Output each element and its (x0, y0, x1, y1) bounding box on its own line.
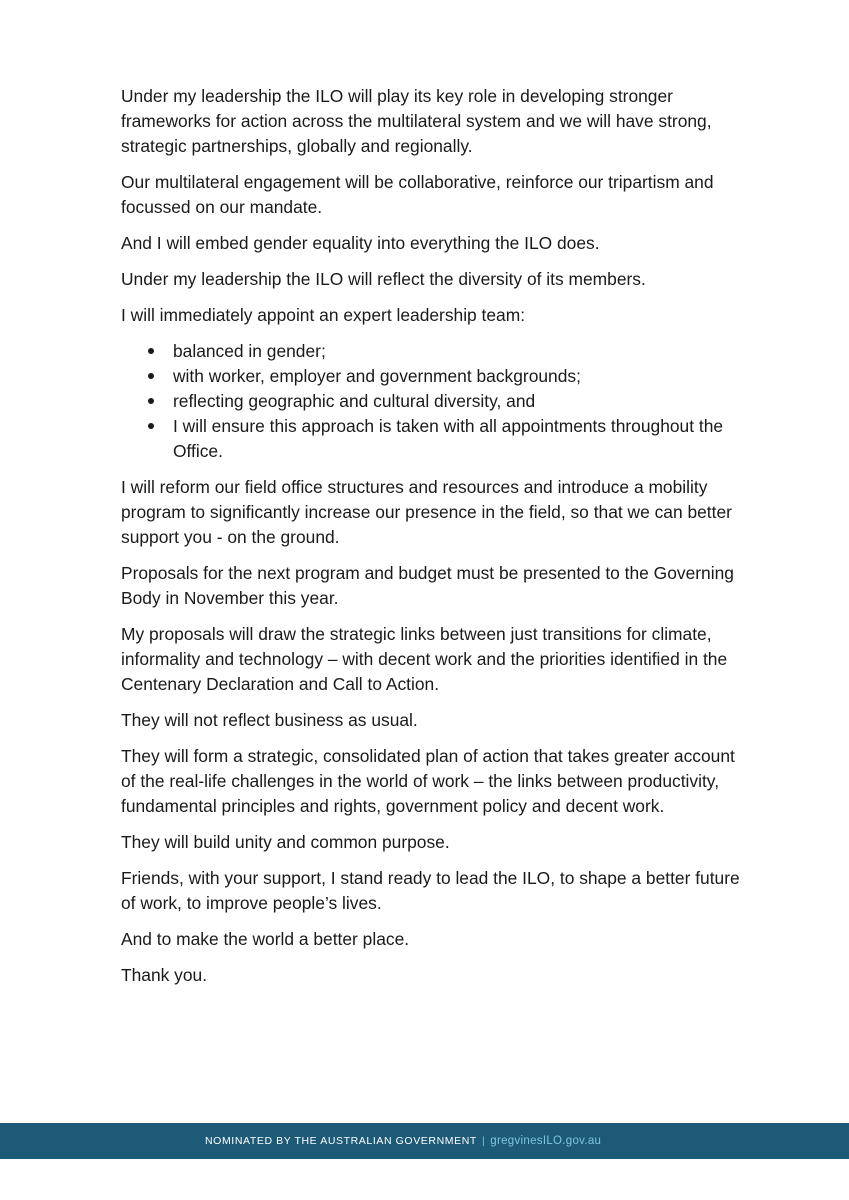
list-item (121, 364, 741, 389)
paragraph: Our multilateral engagement will be collaborative, reinforce our tripartism and focussed on our mandate. (121, 172, 714, 217)
footer-text (205, 1123, 601, 1159)
footer-separator: | (481, 1135, 486, 1147)
paragraph: Proposals for the next program and budget must be presented to the Governing Body in November this year. (121, 563, 734, 608)
list-item-text: balanced in gender; (173, 341, 326, 361)
paragraph: I will reform our field office structures and resources and introduce a mobility program to significantly increase our presence in the field, so that we can better support you - on the ground. (121, 477, 732, 547)
speech-body (121, 84, 741, 999)
list-item (121, 414, 741, 464)
list-item (121, 339, 741, 364)
footer-nomination: NOMINATED BY THE AUSTRALIAN GOVERNMENT (205, 1135, 477, 1147)
paragraph: And to make the world a better place. (121, 929, 410, 949)
paragraph: They will form a strategic, consolidated plan of action that takes greater account of the real-life challenges in the world of work – the links between productivity, fundamental principles and rights, government policy and decent work. (121, 746, 735, 816)
footer-band (0, 1123, 849, 1159)
closing-line: Thank you. (121, 965, 208, 985)
bullet-icon (148, 373, 154, 379)
footer-website-link[interactable]: gregvinesILO.gov.au (490, 1135, 602, 1147)
bullet-icon (148, 398, 154, 404)
paragraph: They will not reflect business as usual. (121, 710, 418, 730)
bullet-icon (148, 423, 154, 429)
paragraph: I will immediately appoint an expert leadership team: (121, 305, 526, 325)
paragraph: Friends, with your support, I stand ready to lead the ILO, to shape a better future of work, to improve people’s lives. (121, 868, 740, 913)
list-item-text: with worker, employer and government backgrounds; (173, 366, 581, 386)
list-item-text: reflecting geographic and cultural diversity, and (173, 391, 536, 411)
bullet-icon (148, 348, 154, 354)
paragraph: Under my leadership the ILO will play its key role in developing stronger frameworks for action across the multilateral system and we will have strong, strategic partnerships, globally and regionally. (121, 86, 712, 156)
paragraph: Under my leadership the ILO will reflect the diversity of its members. (121, 269, 646, 289)
list-item (121, 389, 741, 414)
paragraph: They will build unity and common purpose. (121, 832, 450, 852)
paragraph: My proposals will draw the strategic links between just transitions for climate, informality and technology – with decent work and the priorities identified in the Centenary Declaration and Call to Action. (121, 624, 728, 694)
paragraph: And I will embed gender equality into everything the ILO does. (121, 233, 600, 253)
leadership-team-list (121, 339, 741, 464)
list-item-text: I will ensure this approach is taken with all appointments throughout the Office. (173, 416, 724, 461)
